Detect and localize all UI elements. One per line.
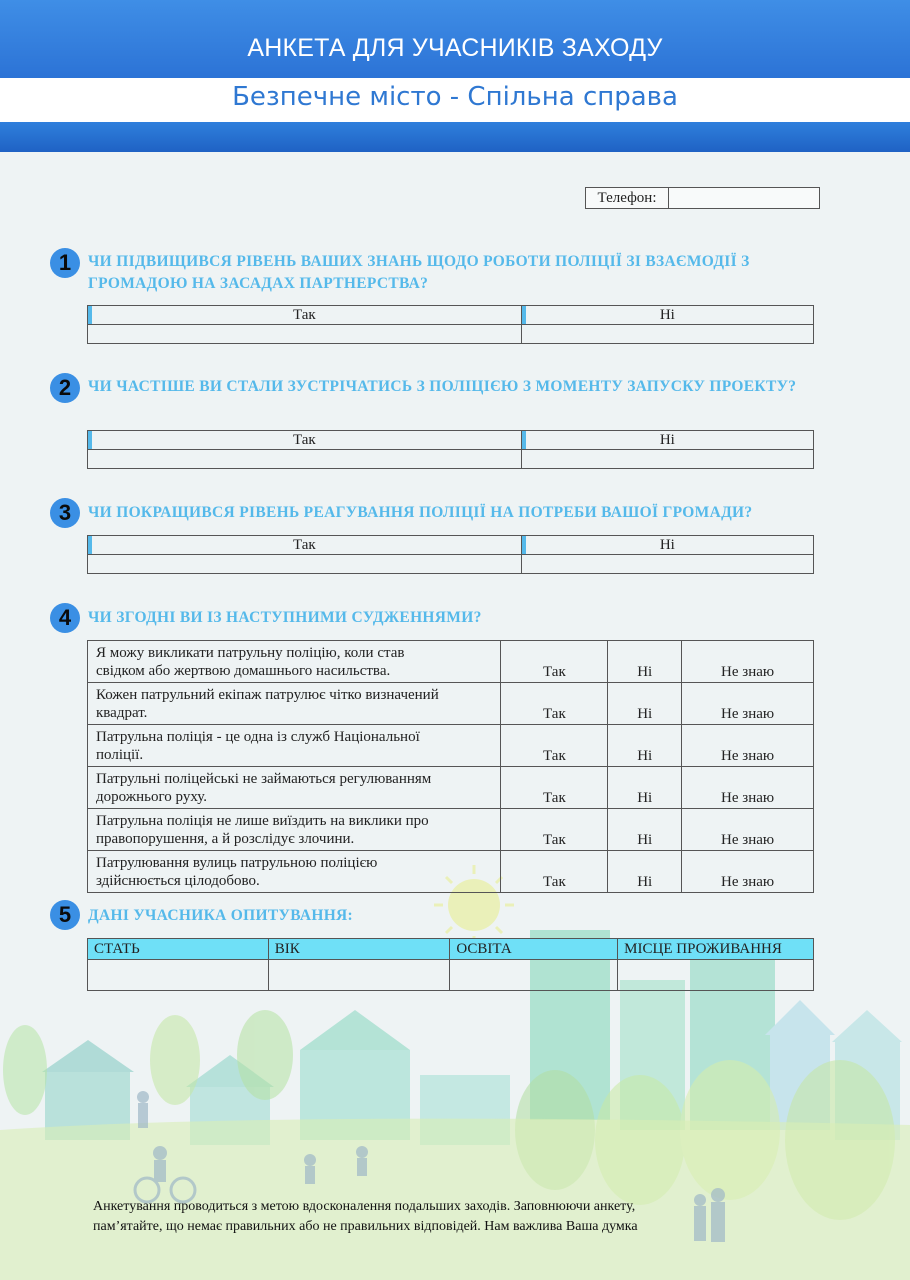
judgment-statement <box>88 851 501 893</box>
statement-line: Кожен патрульний екіпаж патрулює чітко визначений <box>96 686 439 703</box>
age-input[interactable] <box>268 960 450 991</box>
footer-line: пам’ятайте, що немає правильних або не правильних відповідей. Нам важлива Ваша думка <box>93 1219 638 1234</box>
phone-field <box>585 187 820 209</box>
option-no[interactable]: Ні <box>608 767 682 809</box>
q3-no-cell[interactable] <box>521 555 813 574</box>
q2-no-cell[interactable] <box>521 450 813 469</box>
header-bottom-bar <box>0 122 910 152</box>
question-2-text: ЧИ ЧАСТІШЕ ВИ СТАЛИ ЗУСТРІЧАТИСЬ З ПОЛІЦІЄЮ З МОМЕНТУ ЗАПУСКУ ПРОЕКТУ? <box>88 378 797 395</box>
option-yes[interactable]: Так <box>501 767 608 809</box>
statement-line: Патрулювання вулиць патрульною поліцією <box>96 854 378 871</box>
option-dont-know[interactable]: Не знаю <box>682 809 814 851</box>
q2-no-label: Ні <box>521 431 813 450</box>
q3-yes-cell[interactable] <box>88 555 522 574</box>
column-sex: СТАТЬ <box>88 939 269 960</box>
q2-yes-label: Так <box>88 431 522 450</box>
q2-yes-cell[interactable] <box>88 450 522 469</box>
statement-line: Я можу викликати патрульну поліцію, коли став <box>96 644 405 661</box>
option-yes[interactable]: Так <box>501 851 608 893</box>
question-number-2: 2 <box>50 373 80 403</box>
statement-line: Патрульні поліцейські не займаються регулюванням <box>96 770 432 787</box>
participant-table <box>87 938 814 991</box>
residence-input[interactable] <box>618 960 814 991</box>
option-no[interactable]: Ні <box>608 683 682 725</box>
q1-no-cell[interactable] <box>521 325 813 344</box>
judgment-row <box>88 767 814 809</box>
judgment-statement <box>88 809 501 851</box>
judgment-row <box>88 725 814 767</box>
phone-input[interactable] <box>669 188 819 208</box>
option-dont-know[interactable]: Не знаю <box>682 683 814 725</box>
phone-label: Телефон: <box>586 188 669 208</box>
statement-line: Патрульна поліція не лише виїздить на виклики про <box>96 812 429 829</box>
option-no[interactable]: Ні <box>608 641 682 683</box>
q1-yes-label: Так <box>88 306 522 325</box>
question-3-answer-table <box>87 535 814 574</box>
option-yes[interactable]: Так <box>501 725 608 767</box>
footer-line: Анкетування проводиться з метою вдосконалення подальших заходів. Заповнюючи анкету, <box>93 1199 636 1214</box>
judgment-statement <box>88 683 501 725</box>
judgment-row <box>88 809 814 851</box>
column-residence: МІСЦЕ ПРОЖИВАННЯ <box>618 939 814 960</box>
question-4-text: ЧИ ЗГОДНІ ВИ ІЗ НАСТУПНИМИ СУДЖЕННЯМИ? <box>88 609 482 626</box>
option-no[interactable]: Ні <box>608 809 682 851</box>
education-input[interactable] <box>450 960 618 991</box>
question-number-1: 1 <box>50 248 80 278</box>
option-dont-know[interactable]: Не знаю <box>682 641 814 683</box>
question-number-3: 3 <box>50 498 80 528</box>
judgment-row <box>88 683 814 725</box>
page-title: АНКЕТА ДЛЯ УЧАСНИКІВ ЗАХОДУ <box>247 34 663 62</box>
statement-line: свідком або жертвою домашнього насильства. <box>96 662 391 679</box>
judgment-statement <box>88 725 501 767</box>
question-3-text: ЧИ ПОКРАЩИВСЯ РІВЕНЬ РЕАГУВАННЯ ПОЛІЦІЇ НА ПОТРЕБИ ВАШОЇ ГРОМАДИ? <box>88 504 753 521</box>
option-dont-know[interactable]: Не знаю <box>682 767 814 809</box>
question-number-5: 5 <box>50 900 80 930</box>
option-yes[interactable]: Так <box>501 809 608 851</box>
statement-line: правопорушення, а й розслідує злочини. <box>96 830 355 847</box>
column-age: ВІК <box>268 939 450 960</box>
judgment-row <box>88 851 814 893</box>
statement-line: здійснюється цілодобово. <box>96 872 260 889</box>
option-yes[interactable]: Так <box>501 641 608 683</box>
option-yes[interactable]: Так <box>501 683 608 725</box>
judgments-table <box>87 640 814 893</box>
option-no[interactable]: Ні <box>608 851 682 893</box>
footer-note <box>93 1197 733 1237</box>
statement-line: дорожнього руху. <box>96 788 207 805</box>
option-no[interactable]: Ні <box>608 725 682 767</box>
judgment-row <box>88 641 814 683</box>
option-dont-know[interactable]: Не знаю <box>682 851 814 893</box>
statement-line: Патрульна поліція - це одна із служб Національної <box>96 728 420 745</box>
judgment-statement <box>88 767 501 809</box>
page-subtitle: Безпечне місто - Спільна справа <box>232 82 678 112</box>
q1-yes-cell[interactable] <box>88 325 522 344</box>
question-number-4: 4 <box>50 603 80 633</box>
statement-line: квадрат. <box>96 704 148 721</box>
statement-line: поліції. <box>96 746 144 763</box>
question-1-answer-table <box>87 305 814 344</box>
question-2-answer-table <box>87 430 814 469</box>
q3-yes-label: Так <box>88 536 522 555</box>
option-dont-know[interactable]: Не знаю <box>682 725 814 767</box>
sex-input[interactable] <box>88 960 269 991</box>
question-1-text: ЧИ ПІДВИЩИВСЯ РІВЕНЬ ВАШИХ ЗНАНЬ ЩОДО РОБОТИ ПОЛІЦІЇ ЗІ ВЗАЄМОДІЇ З ГРОМАДОЮ НА ЗАСАДАХ ПАРТНЕРСТВА? <box>88 253 750 292</box>
judgment-statement <box>88 641 501 683</box>
q3-no-label: Ні <box>521 536 813 555</box>
column-education: ОСВІТА <box>450 939 618 960</box>
question-5-text: ДАНІ УЧАСНИКА ОПИТУВАННЯ: <box>88 907 354 924</box>
q1-no-label: Ні <box>521 306 813 325</box>
